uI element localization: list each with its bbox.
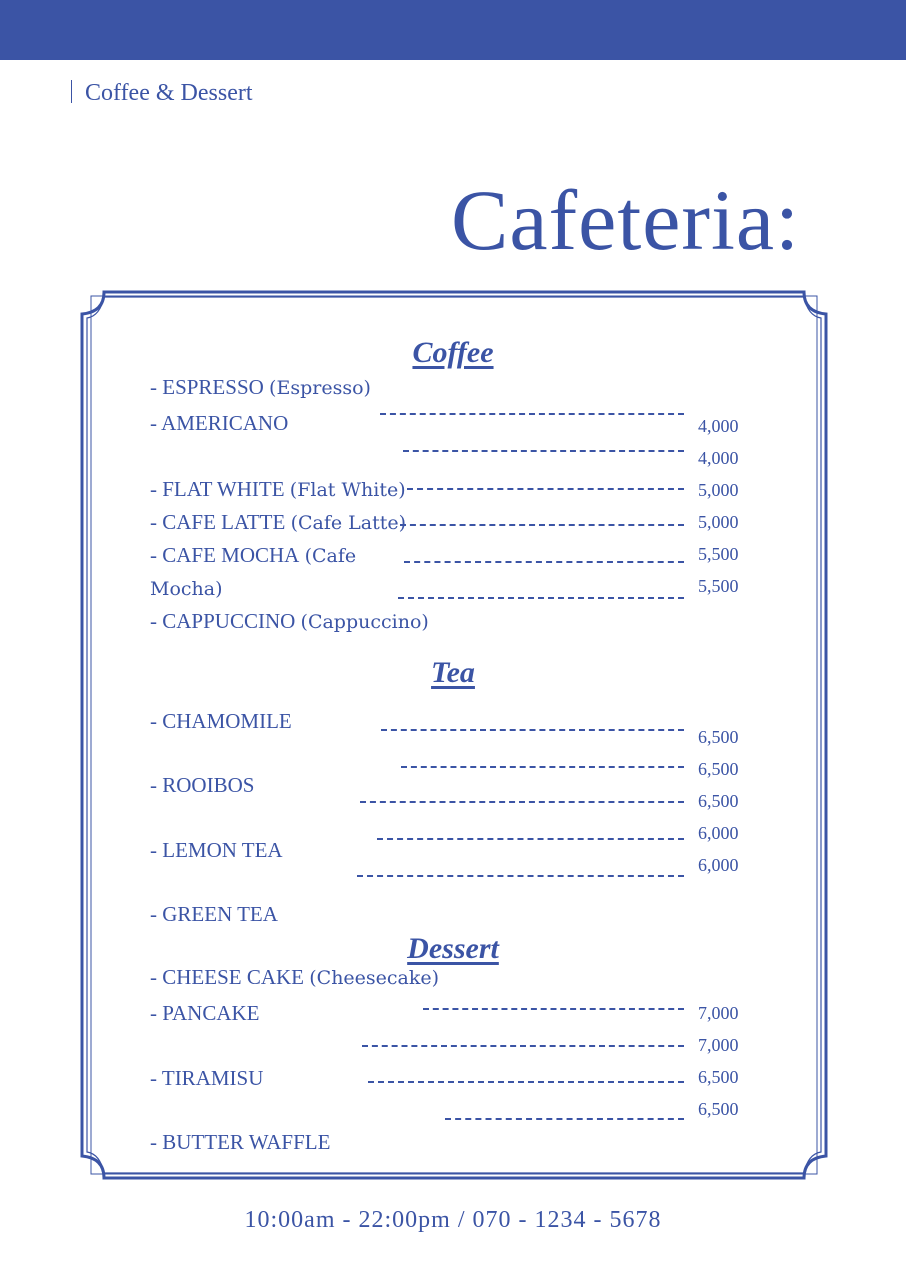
price-label: 5,500: [698, 576, 739, 596]
dotted-leader: [377, 838, 684, 840]
dotted-leader: [380, 413, 684, 415]
price-label: 5,000: [698, 480, 739, 500]
menu-item-cappuccino: [150, 608, 429, 635]
dotted-leader: [398, 597, 684, 599]
menu-item-name: - GREEN TEA: [150, 902, 278, 926]
price-label: 7,000: [698, 1035, 739, 1055]
dotted-leader: [362, 1045, 684, 1047]
price-label: 4,000: [698, 416, 739, 436]
menu-item-name: - CAFE MOCHA: [150, 543, 300, 567]
section-title-dessert: Dessert: [407, 932, 499, 965]
menu-item-name: - CAPPUCCINO: [150, 609, 296, 633]
menu-item-chamomile: [150, 708, 292, 734]
price-label: 6,500: [698, 791, 739, 811]
menu-item-lemon-tea: [150, 837, 283, 863]
price-label: 6,500: [698, 1099, 739, 1119]
menu-item-americano: [150, 410, 288, 436]
menu-item-subtitle: (Espresso): [269, 377, 371, 399]
menu-item-flat-white: [150, 476, 406, 503]
dotted-leader: [401, 766, 684, 768]
menu-item-name: - FLAT WHITE: [150, 477, 285, 501]
menu-item-rooibos: [150, 772, 254, 798]
tagline-divider: [71, 80, 72, 103]
price-label: 6,500: [698, 759, 739, 779]
dotted-leader: [360, 801, 684, 803]
price-label: 6,000: [698, 823, 739, 843]
menu-item-tiramisu: [150, 1065, 263, 1091]
price-label: 5,000: [698, 512, 739, 532]
dotted-leader: [400, 524, 684, 526]
menu-item-name: - AMERICANO: [150, 411, 289, 435]
menu-item-name: - ESPRESSO: [150, 375, 264, 399]
menu-item-espresso: [150, 375, 371, 400]
price-label: 7,000: [698, 1003, 739, 1023]
menu-item-cafe-mocha-continued: [150, 575, 223, 602]
top-banner-bar: [0, 0, 906, 60]
section-title-coffee: Coffee: [412, 336, 494, 369]
page-title: Cafeteria:: [450, 172, 800, 268]
menu-item-name: - BUTTER WAFFLE: [150, 1130, 331, 1154]
dotted-leader: [403, 450, 684, 452]
dotted-leader: [445, 1118, 684, 1120]
dotted-leader: [368, 1081, 684, 1083]
dotted-leader: [404, 561, 684, 563]
price-label: 6,000: [698, 855, 739, 875]
menu-item-name: - CHEESE CAKE: [150, 965, 304, 989]
dotted-leader: [381, 729, 684, 731]
menu-item-subtitle: (Cheesecake): [309, 967, 440, 989]
menu-item-name: - PANCAKE: [150, 1001, 260, 1025]
menu-item-cafe-mocha: [150, 542, 356, 569]
price-label: 5,500: [698, 544, 739, 564]
menu-item-cheese-cake: [150, 965, 440, 990]
menu-item-name: - ROOIBOS: [150, 773, 255, 797]
menu-item-subtitle: (Cappuccino): [300, 611, 429, 633]
menu-item-butter-waffle: [150, 1129, 330, 1155]
dotted-leader: [407, 488, 684, 490]
menu-item-subtitle: Mocha): [150, 578, 223, 600]
menu-item-name: - CHAMOMILE: [150, 709, 292, 733]
footer-hours-contact: 10:00am - 22:00pm / 070 - 1234 - 5678: [244, 1207, 662, 1233]
menu-item-pancake: [150, 1000, 260, 1026]
menu-item-subtitle: (Cafe Latte): [290, 512, 407, 534]
menu-item-green-tea: [150, 901, 278, 927]
tagline: Coffee & Dessert: [85, 80, 253, 106]
menu-item-name: - CAFE LATTE: [150, 510, 286, 534]
menu-item-name: - TIRAMISU: [150, 1066, 264, 1090]
price-label: 6,500: [698, 727, 739, 747]
menu-item-subtitle: (Cafe: [304, 545, 357, 567]
menu-item-name: - LEMON TEA: [150, 838, 283, 862]
price-label: 4,000: [698, 448, 739, 468]
dotted-leader: [357, 875, 684, 877]
price-label: 6,500: [698, 1067, 739, 1087]
menu-item-subtitle: (Flat White): [289, 479, 406, 501]
section-title-tea: Tea: [431, 656, 475, 689]
dotted-leader: [423, 1008, 684, 1010]
menu-item-cafe-latte: [150, 509, 406, 536]
